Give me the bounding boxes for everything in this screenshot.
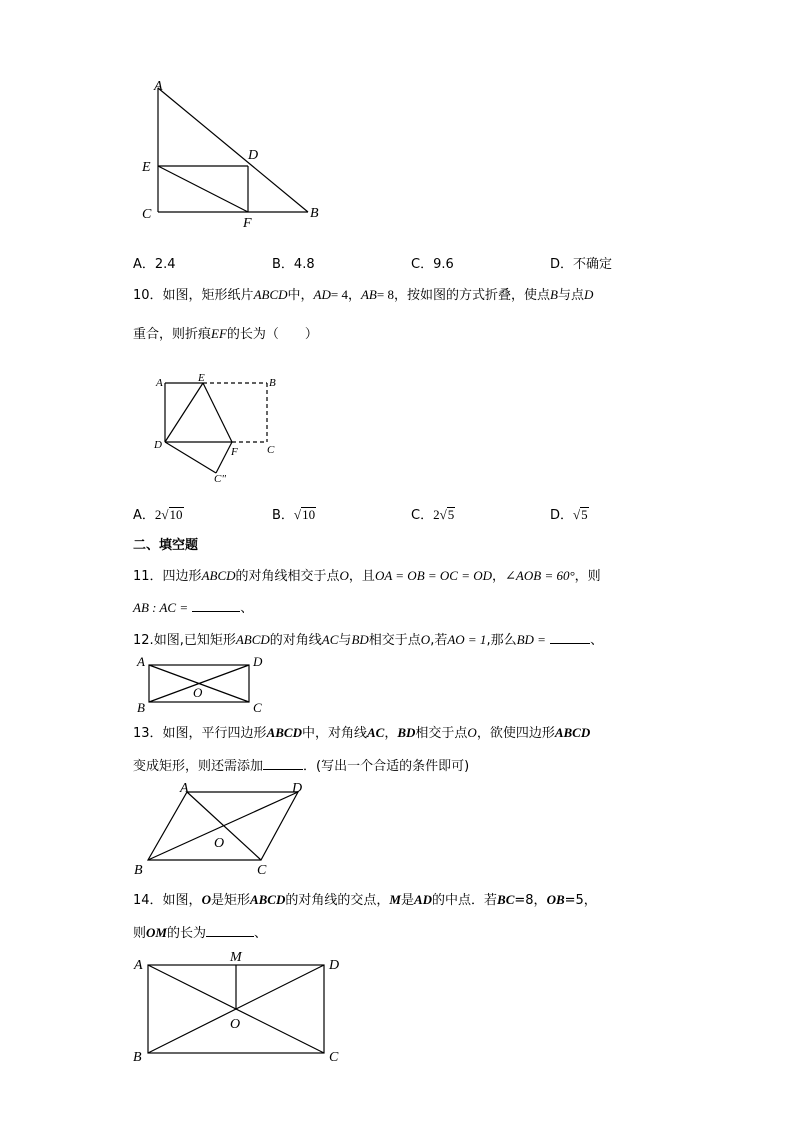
figure-q10 bbox=[150, 370, 290, 485]
segment-ef bbox=[203, 383, 232, 442]
q12-text: 相交于点 bbox=[368, 633, 421, 648]
q10-line1 bbox=[133, 287, 593, 304]
q10-text: 中， bbox=[287, 288, 314, 303]
figure-q14 bbox=[128, 945, 358, 1070]
q12-ac: AC bbox=[321, 632, 339, 647]
figure-q12 bbox=[133, 653, 273, 715]
q13-text: 中，对角线 bbox=[301, 726, 367, 741]
q14-ad: AD bbox=[413, 892, 433, 907]
q10-ad: AD bbox=[313, 287, 331, 302]
q12-text: ,那么 bbox=[486, 633, 517, 648]
sqrt-symbol: √ bbox=[573, 507, 581, 522]
q10-point-d: D bbox=[583, 287, 594, 302]
option-radicand: 5 bbox=[447, 507, 455, 522]
q9-option-d: D．不确定 bbox=[550, 257, 613, 272]
q14-bc: BC bbox=[497, 892, 515, 907]
label-a: A bbox=[134, 958, 143, 973]
q10-option-d bbox=[550, 507, 589, 524]
segment-ef bbox=[158, 166, 248, 212]
q12-ao: AO = 1 bbox=[447, 632, 487, 647]
q13-abcd: ABCD bbox=[266, 725, 302, 740]
option-radicand: 10 bbox=[169, 507, 183, 522]
q9-option-c: C．9.6 bbox=[411, 257, 454, 272]
segment-de bbox=[165, 383, 203, 442]
label-c-prime: C" bbox=[214, 473, 226, 485]
q12-text: 与 bbox=[338, 633, 352, 648]
q13-line1 bbox=[133, 725, 590, 742]
q14-text: 的中点．若 bbox=[432, 893, 498, 908]
q10-text: 重合，则折痕 bbox=[133, 327, 212, 342]
q13-text: ， bbox=[384, 726, 398, 741]
q11-text: ，且 bbox=[348, 569, 375, 584]
label-b: B bbox=[133, 1050, 142, 1065]
sqrt-symbol: √ bbox=[161, 507, 169, 522]
label-b: B bbox=[310, 206, 319, 221]
label-a: A bbox=[137, 654, 145, 669]
q14-number: 14． bbox=[133, 893, 163, 908]
label-a: A bbox=[156, 377, 163, 389]
q9-option-a: A．2.4 bbox=[133, 257, 176, 272]
q12-line1 bbox=[133, 631, 603, 649]
option-prefix: C． bbox=[411, 508, 434, 523]
label-c: C bbox=[253, 700, 262, 715]
label-e: E bbox=[142, 160, 151, 175]
option-radicand: 10 bbox=[302, 507, 316, 522]
q10-option-b bbox=[272, 507, 316, 524]
q14-text: 如图， bbox=[162, 893, 202, 908]
option-prefix: A． bbox=[133, 508, 155, 523]
q10-eq4: = 4 bbox=[330, 287, 348, 302]
q10-text: ， bbox=[347, 288, 361, 303]
q12-text: 如图,已知矩形 bbox=[153, 633, 236, 648]
label-o: O bbox=[193, 685, 203, 700]
q12-bd: BD bbox=[351, 632, 369, 647]
q12-text: 、 bbox=[590, 633, 604, 648]
label-b: B bbox=[269, 377, 276, 389]
q11-answer-blank[interactable] bbox=[192, 599, 240, 612]
q10-text: ，按如图的方式折叠，使点 bbox=[393, 288, 550, 303]
q11-text: 的对角线相交于点 bbox=[235, 569, 340, 584]
q11-text: 、 bbox=[240, 601, 254, 616]
q13-ac: AC bbox=[366, 725, 385, 740]
q10-ef: EF bbox=[211, 326, 227, 341]
q12-o: O bbox=[420, 632, 431, 647]
segment-dc2 bbox=[165, 442, 216, 473]
segment-ab bbox=[158, 88, 308, 212]
q14-ob: OB bbox=[546, 892, 565, 907]
q10-option-c bbox=[411, 507, 455, 524]
q11-abcd: ABCD bbox=[201, 568, 236, 583]
section-title: 二、填空题 bbox=[133, 538, 199, 553]
q13-text: 变成矩形，则还需添加 bbox=[133, 759, 264, 774]
q11-angle: ∠AOB = 60° bbox=[505, 568, 575, 583]
q14-text: 的长为 bbox=[166, 926, 206, 941]
option-coef: 2 bbox=[154, 507, 162, 522]
q10-eq8: = 8 bbox=[376, 287, 394, 302]
label-o: O bbox=[230, 1017, 241, 1032]
label-d: D bbox=[292, 781, 303, 796]
q14-text: 的对角线的交点， bbox=[285, 893, 390, 908]
sqrt-symbol: √ bbox=[293, 507, 302, 522]
q11-line1 bbox=[133, 568, 601, 585]
q13-text: 相交于点 bbox=[415, 726, 468, 741]
label-c: C bbox=[142, 207, 152, 222]
q14-line2 bbox=[133, 924, 267, 942]
q14-text: =8， bbox=[514, 893, 547, 908]
q10-text: 如图，矩形纸片 bbox=[162, 288, 254, 303]
q11-number: 11． bbox=[133, 569, 163, 584]
q13-text: 如图，平行四边形 bbox=[162, 726, 267, 741]
segment-c2f bbox=[216, 442, 232, 473]
q12-number: 12. bbox=[133, 633, 154, 648]
label-f: F bbox=[243, 216, 252, 231]
label-e: E bbox=[198, 372, 205, 384]
q13-o: O bbox=[467, 725, 477, 740]
q11-line2 bbox=[133, 599, 253, 617]
q11-equation: OA = OB = OC = OD bbox=[374, 568, 493, 583]
q14-m: M bbox=[389, 892, 401, 907]
q14-text: 是 bbox=[400, 893, 414, 908]
label-o: O bbox=[214, 836, 225, 851]
option-prefix: D． bbox=[550, 508, 574, 523]
q10-line2 bbox=[133, 326, 318, 343]
q14-text: =5， bbox=[564, 893, 597, 908]
label-b: B bbox=[134, 863, 143, 878]
figure-q13 bbox=[130, 778, 320, 878]
q14-text: 则 bbox=[133, 926, 147, 941]
q10-point-b: B bbox=[549, 287, 558, 302]
label-d: D bbox=[329, 958, 340, 973]
label-d: D bbox=[248, 148, 259, 163]
q10-ab: AB bbox=[360, 287, 377, 302]
label-m: M bbox=[230, 950, 242, 965]
q13-text: ，欲使四边形 bbox=[476, 726, 555, 741]
q11-o: O bbox=[339, 568, 349, 583]
option-prefix: B． bbox=[272, 508, 294, 523]
q11-text: 四边形 bbox=[162, 569, 202, 584]
q13-line2 bbox=[133, 757, 469, 775]
q13-bd: BD bbox=[397, 725, 416, 740]
q11-text: ，则 bbox=[574, 569, 601, 584]
q10-option-a bbox=[133, 507, 184, 524]
q10-number: 10． bbox=[133, 288, 163, 303]
q9-option-b: B．4.8 bbox=[272, 257, 315, 272]
q14-answer-blank[interactable] bbox=[206, 924, 254, 937]
q13-answer-blank[interactable] bbox=[263, 757, 303, 770]
q10-text: 的长为（ ） bbox=[226, 327, 318, 342]
q10-abcd: ABCD bbox=[253, 287, 288, 302]
q14-o: O bbox=[201, 892, 211, 907]
label-c: C bbox=[257, 863, 267, 878]
option-coef: 2 bbox=[433, 507, 440, 522]
sqrt-symbol: √ bbox=[439, 507, 447, 522]
label-a: A bbox=[154, 79, 163, 94]
q12-text: ,若 bbox=[430, 633, 448, 648]
q14-abcd: ABCD bbox=[249, 892, 286, 907]
q14-line1 bbox=[133, 892, 597, 909]
label-d: D bbox=[154, 439, 162, 451]
q14-om: OM bbox=[146, 925, 167, 940]
q12-answer-blank[interactable] bbox=[550, 631, 590, 644]
label-c: C bbox=[329, 1050, 339, 1065]
label-b: B bbox=[137, 700, 145, 715]
q14-text: 、 bbox=[253, 926, 267, 941]
q14-text: 是矩形 bbox=[210, 893, 250, 908]
q12-abcd: ABCD bbox=[235, 632, 270, 647]
q12-bd-eq: BD = bbox=[516, 632, 546, 647]
option-radicand: 5 bbox=[581, 507, 588, 522]
q11-text: ， bbox=[492, 569, 506, 584]
q10-text: 与点 bbox=[557, 288, 584, 303]
q13-number: 13． bbox=[133, 726, 163, 741]
figure-q9 bbox=[130, 72, 340, 232]
q13-abcd: ABCD bbox=[554, 725, 591, 740]
label-c: C bbox=[267, 444, 275, 456]
q11-ratio: AB : AC = bbox=[133, 600, 189, 615]
label-d: D bbox=[253, 654, 263, 669]
label-a: A bbox=[180, 781, 189, 796]
q13-text: ．(写出一个合适的条件即可) bbox=[303, 759, 470, 774]
label-f: F bbox=[231, 446, 238, 458]
q12-text: 的对角线 bbox=[269, 633, 322, 648]
